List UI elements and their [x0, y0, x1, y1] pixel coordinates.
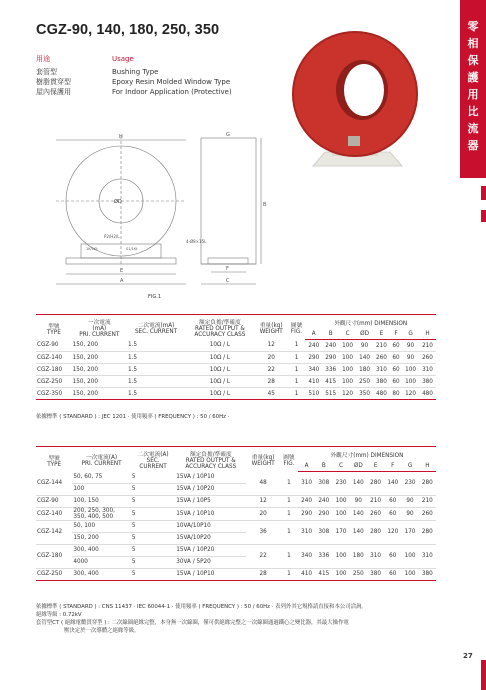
spec-table-1 [36, 314, 436, 400]
cell-rated: 30VA / 5P20 [175, 556, 246, 568]
drawing-label: S1/1Kt [126, 247, 138, 251]
dim-col-header: G [402, 329, 419, 340]
note-line: 壓決定於一次導體之絕緣等級。 [64, 628, 140, 634]
cell-dim: 120 [384, 520, 401, 544]
cell-sec: 5 [131, 544, 175, 556]
cell-sec: 5 [131, 507, 175, 520]
cell-dim: 310 [373, 364, 390, 376]
table-row [36, 520, 436, 532]
side-tab-char: 流 [467, 122, 479, 135]
table-row [36, 507, 436, 520]
cell-pri: 300, 400 [72, 544, 131, 556]
cell-pri: 200, 250, 300, 350, 400, 500 [72, 507, 131, 520]
cell-pri: 150, 200 [72, 376, 127, 388]
cell-dim: 250 [356, 376, 373, 388]
cell-dim: 100 [339, 352, 356, 364]
usage-item-en: Epoxy Resin Molded Window Type [112, 78, 231, 86]
col-fig: 圖號 FIG. [280, 447, 298, 472]
cell-dim: 60 [390, 352, 402, 364]
cell-rated: 10Ω / L [185, 388, 255, 400]
cell-weight: 28 [255, 376, 288, 388]
cell-dim: 90 [401, 495, 418, 507]
cell-sec: 1.5 [127, 364, 185, 376]
cell-type: CGZ-350 [36, 388, 72, 400]
cell-dim: 90 [356, 340, 373, 352]
cell-fig: 1 [280, 544, 298, 568]
cell-sec: 5 [131, 568, 175, 580]
side-tab-char: 零 [467, 20, 479, 33]
drawing-label: G [226, 132, 230, 138]
cell-type: CGZ-140 [36, 507, 72, 520]
drawing-label: P2/H2/L [104, 234, 120, 239]
cell-dim: 210 [373, 340, 390, 352]
cell-weight: 12 [246, 495, 280, 507]
drawing-label: H [119, 134, 123, 140]
note-line: 絕緣等級 : 0.72kV [36, 612, 82, 618]
cell-sec: 5 [131, 483, 175, 495]
cell-dim: 90 [402, 340, 419, 352]
usage-heading-en: Usage [112, 55, 134, 63]
dim-col-header: C [339, 329, 356, 340]
col-pri: 一次電流(A) PRI. CURRENT [72, 447, 131, 472]
cell-weight: 28 [246, 568, 280, 580]
cell-fig: 1 [280, 568, 298, 580]
cell-dim: 210 [419, 340, 436, 352]
dim-col-header: ØD [350, 461, 367, 472]
cell-dim: 170 [332, 520, 349, 544]
cell-pri: 4000 [72, 556, 131, 568]
usage-item-zh: 屋內保護用 [36, 88, 71, 96]
cell-dim: 240 [298, 495, 315, 507]
cell-fig: 1 [288, 376, 306, 388]
col-dimension: 外觀尺寸(mm) DIMENSION [298, 447, 436, 462]
cell-dim: 60 [384, 495, 401, 507]
cell-pri: 150, 200 [72, 364, 127, 376]
col-type: 型號 TYPE [36, 447, 72, 472]
cell-rated: 15VA/10P20 [175, 532, 246, 544]
cell-dim: 60 [390, 376, 402, 388]
drawing-label: B [263, 202, 267, 208]
note-line: 套管型CT ( 絕緣電纜貫穿型 ) : 二次線圈絕緣完整，本身無一次線圈，僅可供絕緣完整之一次線圈通過鐵心之變比器，其最大操作電 [36, 620, 349, 626]
note-line: 依據標準 ( STANDARD ) : CNS 11437 ‧ IEC 60044-1 ‧ 使用頻率 ( FREQUENCY ) : 50 / 60Hz ‧ 表列外其它規格請直接和本公司洽詢。 [36, 604, 367, 610]
cell-dim: 310 [367, 544, 384, 568]
dim-col-header: B [315, 461, 332, 472]
cell-rated: 10Ω / L [185, 364, 255, 376]
cell-dim: 280 [419, 520, 436, 544]
cell-dim: 380 [419, 568, 436, 580]
cell-rated: 15VA / 10P10 [175, 472, 246, 484]
cell-dim: 100 [332, 544, 349, 568]
cell-fig: 1 [288, 340, 306, 352]
cell-type: CGZ-250 [36, 568, 72, 580]
cell-pri: 50, 60, 75 [72, 472, 131, 484]
cell-rated: 10Ω / L [185, 376, 255, 388]
col-fig: 圖號 FIG. [288, 315, 306, 340]
side-tab-char: 相 [467, 37, 479, 50]
cell-weight: 48 [246, 472, 280, 496]
cell-dim: 90 [402, 352, 419, 364]
usage-item-en: Bushing Type [112, 68, 159, 76]
cell-rated: 15VA / 10P5 [175, 495, 246, 507]
cell-dim: 310 [419, 364, 436, 376]
dim-col-header: A [305, 329, 322, 340]
table-row [36, 340, 436, 352]
side-marker [481, 186, 486, 200]
cell-fig: 1 [280, 507, 298, 520]
table-row [36, 352, 436, 364]
col-dimension: 外觀尺寸(mm) DIMENSION [305, 315, 436, 330]
col-rated: 額定負擔/準確度 RATED OUTPUT & ACCURACY CLASS [175, 447, 246, 472]
cell-dim: 60 [384, 507, 401, 520]
figure-caption: FIG.1 [148, 294, 161, 300]
cell-dim: 308 [315, 472, 332, 496]
cell-weight: 20 [246, 507, 280, 520]
col-weight: 重量(kg) WEIGHT [255, 315, 288, 340]
cell-sec: 5 [131, 556, 175, 568]
page-number: 27 [463, 652, 473, 660]
cell-dim: 100 [332, 495, 349, 507]
cell-dim: 260 [419, 507, 436, 520]
usage-block [36, 54, 232, 97]
cell-fig: 1 [280, 472, 298, 496]
side-tab-char: 用 [467, 88, 479, 101]
cell-dim: 180 [350, 544, 367, 568]
cell-dim: 100 [402, 364, 419, 376]
dimension-drawing [36, 126, 276, 300]
drawing-label: F [226, 266, 229, 272]
cell-dim: 100 [339, 376, 356, 388]
side-tab-char: 保 [467, 54, 479, 67]
dim-col-header: F [390, 329, 402, 340]
cell-dim: 210 [367, 495, 384, 507]
cell-dim: 480 [419, 388, 436, 400]
cell-fig: 1 [280, 495, 298, 507]
table-row [36, 568, 436, 580]
cell-dim: 510 [305, 388, 322, 400]
cell-dim: 60 [384, 544, 401, 568]
cell-dim: 100 [332, 568, 349, 580]
cell-dim: 410 [298, 568, 315, 580]
cell-dim: 310 [298, 520, 315, 544]
cell-dim: 60 [390, 340, 402, 352]
cell-dim: 310 [419, 544, 436, 568]
product-photo [280, 24, 430, 174]
col-type: 型號 TYPE [36, 315, 72, 340]
cell-pri: 50, 100 [72, 520, 131, 532]
dim-col-header: H [419, 461, 436, 472]
cell-pri: 100, 150 [72, 495, 131, 507]
drawing-label: E [120, 268, 124, 274]
cell-dim: 340 [298, 544, 315, 568]
cell-sec: 1.5 [127, 352, 185, 364]
drawing-label: A [120, 278, 124, 284]
cell-rated: 10VA/10P10 [175, 520, 246, 532]
dim-col-header: E [367, 461, 384, 472]
cell-type: CGZ-90 [36, 340, 72, 352]
cell-type: CGZ-140 [36, 352, 72, 364]
cell-weight: 36 [246, 520, 280, 544]
cell-dim: 90 [350, 495, 367, 507]
cell-sec: 1.5 [127, 340, 185, 352]
cell-rated: 15VA / 10P10 [175, 507, 246, 520]
cell-dim: 140 [384, 472, 401, 496]
cell-rated: 15VA / 10P20 [175, 483, 246, 495]
cell-sec: 1.5 [127, 376, 185, 388]
dim-col-header: G [401, 461, 418, 472]
cell-dim: 260 [367, 507, 384, 520]
cell-dim: 480 [373, 388, 390, 400]
cell-dim: 170 [401, 520, 418, 544]
cell-weight: 22 [246, 544, 280, 568]
side-marker [481, 210, 486, 222]
cell-pri: 150, 200 [72, 352, 127, 364]
cell-dim: 280 [419, 472, 436, 496]
col-pri: 一次電流 (mA) PRI. CURRENT [72, 315, 127, 340]
cell-type: CGZ-90 [36, 495, 72, 507]
cell-dim: 290 [322, 352, 339, 364]
cell-dim: 140 [350, 507, 367, 520]
dim-col-header: C [332, 461, 349, 472]
cell-type: CGZ-250 [36, 376, 72, 388]
cell-weight: 45 [255, 388, 288, 400]
cell-rated: 15VA / 10P20 [175, 544, 246, 556]
cell-fig: 1 [288, 364, 306, 376]
cell-dim: 120 [402, 388, 419, 400]
dim-col-header: A [298, 461, 315, 472]
cell-dim: 310 [298, 472, 315, 496]
cell-dim: 415 [322, 376, 339, 388]
cell-dim: 120 [339, 388, 356, 400]
cell-dim: 290 [315, 507, 332, 520]
cell-sec: 1.5 [127, 388, 185, 400]
table-row [36, 376, 436, 388]
col-sec: 二次電流(mA) SEC. CURRENT [127, 315, 185, 340]
cell-dim: 240 [305, 340, 322, 352]
spec-table-2 [36, 446, 436, 581]
cell-dim: 100 [402, 376, 419, 388]
cell-dim: 100 [332, 507, 349, 520]
cell-sec: 5 [131, 495, 175, 507]
usage-item-zh: 套管型 [36, 68, 57, 76]
cell-dim: 340 [305, 364, 322, 376]
cell-fig: 1 [280, 520, 298, 544]
cell-dim: 60 [384, 568, 401, 580]
cell-dim: 308 [315, 520, 332, 544]
side-tab-char: 護 [467, 71, 479, 84]
cell-pri: 150, 200 [72, 532, 131, 544]
dim-col-header: ØD [356, 329, 373, 340]
cell-dim: 230 [401, 472, 418, 496]
page-title: CGZ-90, 140, 180, 250, 350 [36, 22, 220, 38]
dim-col-header: H [419, 329, 436, 340]
table1-note: 依據標準 ( STANDARD ) : JEC 1201 ‧ 使用頻率 ( FREQUENCY ) : 50 / 60Hz ‧ [36, 414, 230, 420]
cell-dim: 280 [367, 472, 384, 496]
dim-col-header: F [384, 461, 401, 472]
cell-dim: 140 [356, 352, 373, 364]
cell-fig: 1 [288, 388, 306, 400]
table-row [36, 544, 436, 556]
side-tab-char: 器 [467, 139, 479, 152]
cell-pri: 300, 400 [72, 568, 131, 580]
cell-weight: 20 [255, 352, 288, 364]
cell-dim: 380 [367, 568, 384, 580]
cell-dim: 140 [350, 472, 367, 496]
cell-dim: 515 [322, 388, 339, 400]
cell-dim: 90 [401, 507, 418, 520]
table-row [36, 364, 436, 376]
cell-dim: 230 [332, 472, 349, 496]
cell-type: CGZ-180 [36, 544, 72, 568]
cell-dim: 60 [390, 364, 402, 376]
col-rated: 額定負擔/準確度 RATED OUTPUT & ACCURACY CLASS [185, 315, 255, 340]
cell-dim: 410 [305, 376, 322, 388]
cell-dim: 100 [401, 568, 418, 580]
side-category-tab [460, 0, 486, 178]
cell-dim: 290 [305, 352, 322, 364]
usage-item-zh: 樹脂貫穿型 [36, 78, 71, 86]
cell-pri: 100 [72, 483, 131, 495]
cell-dim: 260 [373, 352, 390, 364]
cell-dim: 290 [298, 507, 315, 520]
cell-weight: 22 [255, 364, 288, 376]
col-weight: 重量(kg) WEIGHT [246, 447, 280, 472]
cell-pri: 150, 200 [72, 340, 127, 352]
cell-dim: 180 [356, 364, 373, 376]
cell-dim: 240 [322, 340, 339, 352]
cell-dim: 415 [315, 568, 332, 580]
table-row [36, 388, 436, 400]
cell-rated: 10Ω / L [185, 352, 255, 364]
cell-sec: 5 [131, 472, 175, 484]
page-marker [481, 660, 486, 690]
cell-weight: 12 [255, 340, 288, 352]
cell-dim: 350 [356, 388, 373, 400]
cell-sec: 5 [131, 520, 175, 532]
cell-dim: 280 [367, 520, 384, 544]
cell-dim: 100 [339, 364, 356, 376]
cell-dim: 210 [419, 495, 436, 507]
cell-fig: 1 [288, 352, 306, 364]
cell-pri: 150, 200 [72, 388, 127, 400]
cell-dim: 80 [390, 388, 402, 400]
cell-type: CGZ-144 [36, 472, 72, 496]
cell-sec: 5 [131, 532, 175, 544]
cell-dim: 380 [373, 376, 390, 388]
cell-dim: 250 [350, 568, 367, 580]
cell-type: CGZ-142 [36, 520, 72, 544]
cell-dim: 100 [339, 340, 356, 352]
dim-col-header: E [373, 329, 390, 340]
cell-dim: 380 [419, 376, 436, 388]
drawing-label: 4-Ø8×15L [186, 239, 207, 244]
drawing-label: 1K/1Kt [86, 247, 98, 251]
drawing-label: C [226, 278, 230, 284]
cell-dim: 260 [419, 352, 436, 364]
usage-heading-zh: 用途 [36, 55, 50, 63]
col-sec: 二次電流(A) SEC. CURRENT [131, 447, 175, 472]
cell-rated: 15VA / 10P10 [175, 568, 246, 580]
table-row [36, 495, 436, 507]
table2-notes [36, 603, 367, 635]
cell-type: CGZ-180 [36, 364, 72, 376]
table-row [36, 472, 436, 484]
cell-dim: 336 [322, 364, 339, 376]
dim-col-header: B [322, 329, 339, 340]
cell-dim: 336 [315, 544, 332, 568]
cell-dim: 100 [401, 544, 418, 568]
drawing-label: ØD [114, 199, 122, 205]
cell-dim: 240 [315, 495, 332, 507]
cell-rated: 10Ω / L [185, 340, 255, 352]
side-tab-char: 比 [467, 105, 479, 118]
usage-item-en: For Indoor Application (Protective) [112, 88, 232, 96]
cell-dim: 140 [350, 520, 367, 544]
